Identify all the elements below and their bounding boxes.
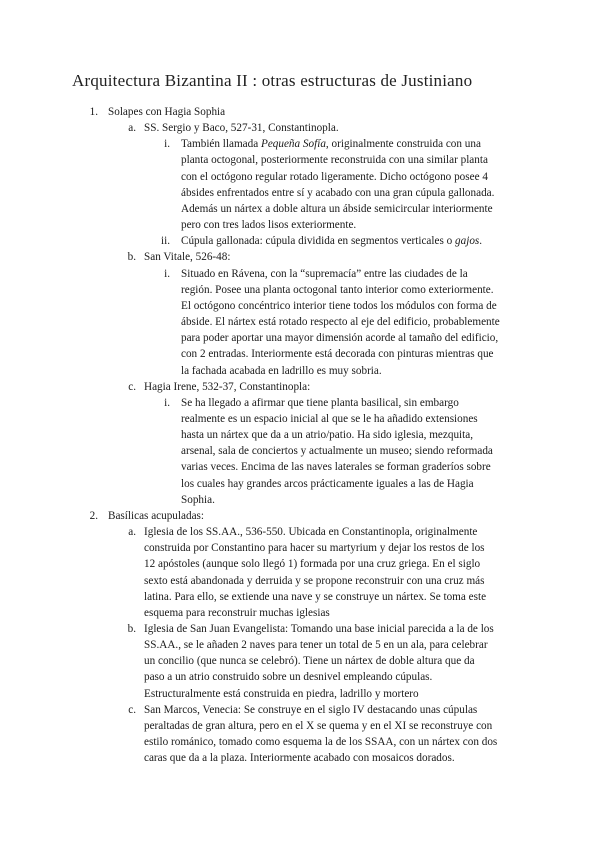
- text-line: varias veces. Encima de las naves laterales se forman graderíos sobre: [181, 461, 491, 474]
- text-line: 12 apóstoles (aunque solo llegó 1) formada por una cruz griega. En el siglo: [144, 558, 481, 571]
- text-line: Se ha llegado a afirmar que tiene planta basilical, sin embargo: [181, 396, 459, 409]
- text-line: latina. Para ello, se extiende una nave y se construye un nártex. Se toma este: [144, 590, 487, 603]
- text-line: SS.AA., se le añaden 2 naves para tener un total de 5 en un ala, para celebrar: [144, 639, 488, 652]
- text-line: Basílicas acupuladas:: [108, 509, 204, 522]
- text-line: sexto está abandonada y derruida y se propone reconstruir con una cruz más: [144, 574, 485, 587]
- text-line: paso a un atrio construido sobre un desnivel empleando cúpulas.: [144, 671, 433, 684]
- list-marker: a.: [128, 122, 136, 135]
- text-line: con el octógono regular rotado ligeramente. Dicho octógono posee 4: [181, 170, 488, 183]
- text-line: Estructuralmente está construida en piedra, ladrillo y mortero: [144, 687, 419, 700]
- list-item-level-2: [0, 120, 600, 136]
- text-line: para poder aportar una mayor dimensión acorde al tamaño del edificio,: [181, 332, 499, 345]
- list-item-level-1: [0, 104, 600, 120]
- list-marker: b.: [127, 251, 136, 264]
- list-item-text: [144, 621, 530, 702]
- list-item-text: [144, 120, 530, 136]
- text-line: Iglesia de San Juan Evangelista: Tomando una base inicial parecida a la de los: [144, 623, 494, 635]
- list-marker: c.: [128, 703, 136, 716]
- text-line: arsenal, sala de conciertos y actualmente un museo; siendo reformada: [181, 445, 493, 458]
- list-item-level-2: [0, 621, 600, 702]
- text-line: un concilio (que nunca se celebró). Tiene un nártex de doble altura que da: [144, 655, 475, 668]
- text-line: SS. Sergio y Baco, 527-31, Constantinopla.: [144, 122, 339, 135]
- text-line: Además un nártex a doble altura un ábside semicircular interiormente: [181, 202, 493, 215]
- list-item-text: [181, 266, 521, 379]
- text-line: región. Posee una planta octogonal tanto interior como exteriormente.: [181, 283, 494, 296]
- list-item-text: [181, 395, 521, 508]
- list-marker: 1.: [89, 106, 98, 118]
- text-line: [181, 136, 521, 152]
- text-line: la fachada acabada en ladrillo es muy sobria.: [181, 364, 382, 377]
- text-line: peraltadas de gran altura, pero en el X se quema y en el XI se reconstruye con: [144, 719, 493, 732]
- list-marker: a.: [128, 526, 136, 539]
- text-line: pero con tres lados lisos exteriormente.: [181, 219, 357, 232]
- text-run: También llamada: [181, 138, 261, 151]
- text-line: estilo románico, tomado como esquema la de los SSAA, con un nártex con dos: [144, 736, 498, 749]
- list-marker: i.: [164, 267, 170, 280]
- document-body: [0, 104, 600, 766]
- list-marker: c.: [128, 380, 136, 393]
- list-marker: i.: [164, 138, 170, 151]
- list-marker: ii.: [160, 235, 170, 248]
- list-item-text: [144, 524, 530, 621]
- text-line: realmente es un espacio inicial al que se le ha añadido extensiones: [181, 412, 478, 425]
- italic-term: gajos: [455, 235, 480, 248]
- list-marker: i.: [164, 396, 170, 409]
- text-line: Solapes con Hagia Sophia: [108, 106, 226, 118]
- list-item-text: [144, 702, 530, 767]
- list-item-level-2: [0, 702, 600, 767]
- list-item-level-3: [0, 136, 600, 233]
- text-line: hasta un nártex que da a un atrio/patio. Ha sido iglesia, mezquita,: [181, 429, 474, 442]
- text-line: construida por Constantino para hacer su martyrium y dejar los restos de los: [144, 542, 485, 555]
- text-line: con 2 entradas. Interiormente está decorada con pinturas mientras que: [181, 348, 494, 361]
- text-run: , originalmente construida con una: [325, 138, 481, 151]
- list-marker: 2.: [89, 509, 98, 522]
- list-marker: b.: [127, 623, 136, 635]
- list-item-text: [108, 104, 600, 120]
- text-line: planta octogonal, posteriormente reconstruida con una similar planta: [181, 154, 488, 167]
- list-item-level-2: [0, 379, 600, 395]
- list-item-level-2: [0, 249, 600, 265]
- list-item-level-3: [0, 395, 600, 508]
- text-run: Cúpula gallonada: cúpula dividida en segmentos verticales o: [181, 235, 456, 248]
- text-line: San Marcos, Venecia: Se construye en el siglo IV destacando unas cúpulas: [144, 703, 478, 716]
- text-line: Iglesia de los SS.AA., 536-550. Ubicada en Constantinopla, originalmente: [144, 526, 478, 539]
- text-line: Hagia Irene, 532-37, Constantinopla:: [144, 380, 311, 393]
- text-run: .: [479, 235, 483, 248]
- list-item-text: [181, 136, 521, 233]
- text-line: Situado en Rávena, con la “supremacía” entre las ciudades de la: [181, 267, 468, 280]
- list-item-level-1: [0, 508, 600, 524]
- list-item-level-3: [0, 233, 600, 249]
- text-line: San Vitale, 526-48:: [144, 251, 231, 264]
- list-item-level-3: [0, 266, 600, 379]
- list-item-level-2: [0, 524, 600, 621]
- text-line: los cuales hay grandes arcos prácticamente iguales a las de Hagia: [181, 477, 474, 490]
- document-title: Arquitectura Bizantina II : otras estructuras de Justiniano: [72, 71, 473, 90]
- text-line: ábside. El nártex está rotado respecto al eje del edificio, probablemente: [181, 316, 500, 329]
- list-item-text: [108, 508, 600, 524]
- text-line: [181, 233, 521, 249]
- text-line: esquema para reconstruir muchas iglesias: [144, 606, 330, 619]
- text-line: El octógono concéntrico interior tiene todos los módulos con forma de: [181, 299, 497, 312]
- list-item-text: [144, 379, 530, 395]
- italic-term: Pequeña Sofía: [260, 138, 326, 151]
- list-item-text: [144, 249, 530, 265]
- text-line: caras que da a la plaza. Interiormente acabado con mosaicos dorados.: [144, 752, 455, 765]
- list-item-text: [181, 233, 521, 249]
- text-line: Sophia.: [181, 493, 215, 506]
- text-line: ábsides enfrentados entre sí y acabado con una gran cúpula gallonada.: [181, 186, 495, 199]
